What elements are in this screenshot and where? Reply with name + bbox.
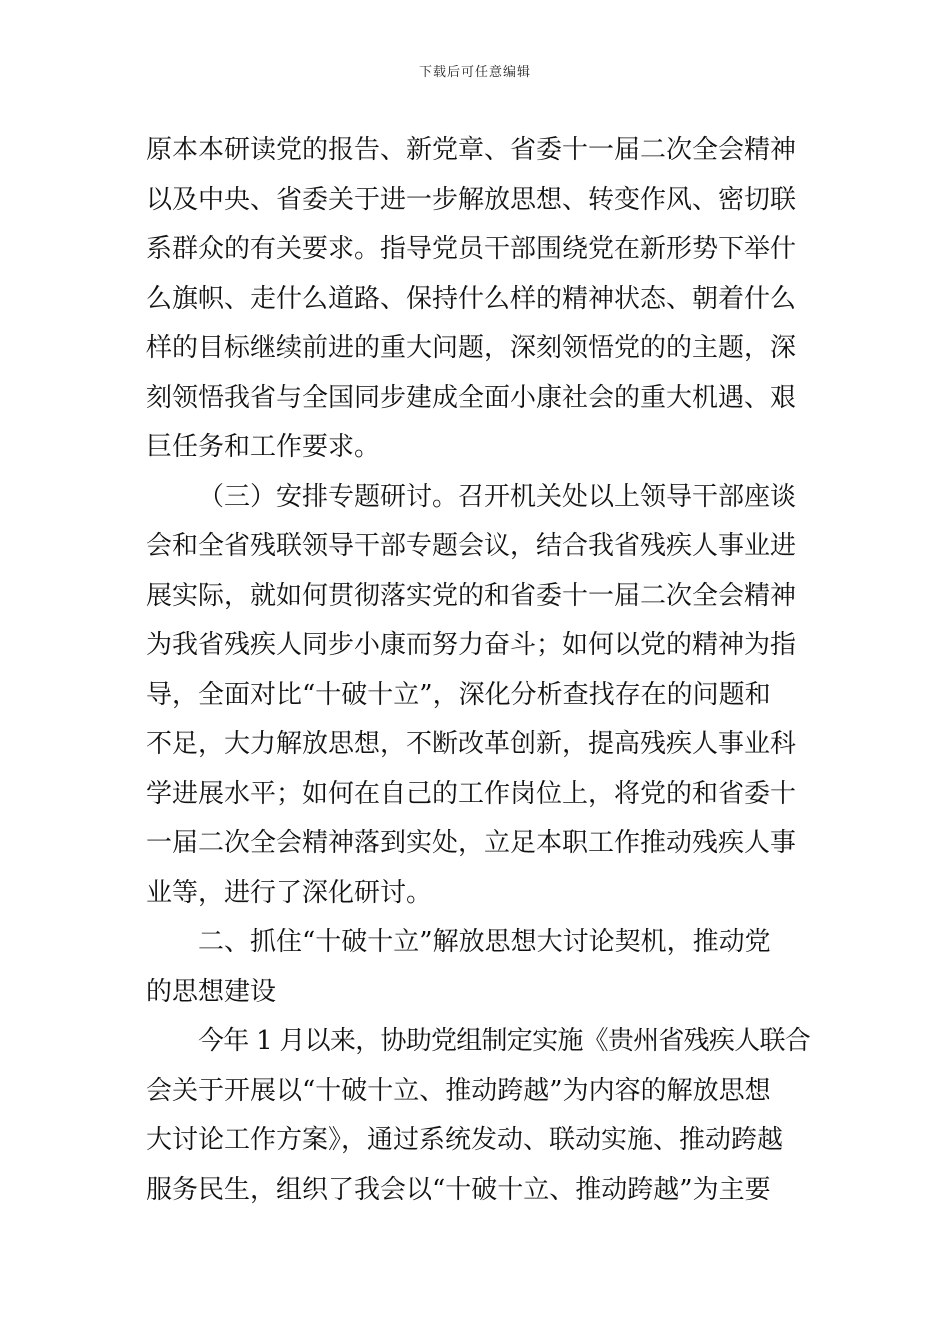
text-line: 业等，进行了深化研讨。 — [146, 877, 433, 908]
text-line: 会关于开展以“十破十立、推动跨越”为内容的解放思想 — [146, 1075, 771, 1106]
text-line: 今年 1 月以来，协助党组制定实施《贵州省残疾人联合 — [198, 1026, 810, 1056]
text-line: 巨任务和工作要求。 — [146, 432, 381, 462]
text-line: 一届二次全会精神落到实处，立足本职工作推动残疾人事 — [146, 828, 797, 858]
text-line: 系群众的有关要求。指导党员干部围绕党在新形势下举什 — [146, 234, 797, 264]
text-line: 会和全省残联领导干部专题会议，结合我省残疾人事业进 — [146, 531, 797, 561]
text-line: 展实际，就如何贯彻落实党的和省委十一届二次全会精神 — [146, 580, 797, 611]
text-line: 不足，大力解放思想，不断改革创新，提高残疾人事业科 — [146, 729, 797, 759]
text-line: 导，全面对比“十破十立”，深化分析查找存在的问题和 — [146, 679, 771, 710]
text-line: 学进展水平；如何在自己的工作岗位上，将党的和省委十 — [146, 778, 797, 809]
text-line: 大讨论工作方案》，通过系统发动、联动实施、推动跨越 — [146, 1125, 784, 1155]
text-line: （三）安排专题研讨。召开机关处以上领导干部座谈 — [198, 481, 797, 512]
document-body — [146, 126, 810, 1215]
text-line: 样的目标继续前进的重大问题，深刻领悟党的的主题，深 — [146, 333, 797, 363]
text-line: 的思想建设 — [146, 976, 277, 1007]
text-line: 二、抓住“十破十立”解放思想大讨论契机，推动党 — [198, 927, 771, 957]
text-line: 以及中央、省委关于进一步解放思想、转变作风、密切联 — [146, 184, 797, 215]
text-line: 么旗帜、走什么道路、保持什么样的精神状态、朝着什么 — [146, 283, 797, 314]
text-line: 原本本研读党的报告、新党章、省委十一届二次全会精神 — [146, 135, 797, 165]
text-line: 服务民生，组织了我会以“十破十立、推动跨越”为主要 — [146, 1174, 771, 1205]
text-line: 刻领悟我省与全国同步建成全面小康社会的重大机遇、艰 — [146, 382, 797, 413]
text-line: 为我省残疾人同步小康而努力奋斗；如何以党的精神为指 — [146, 630, 797, 660]
page-header: 下载后可任意编辑 — [418, 65, 531, 80]
